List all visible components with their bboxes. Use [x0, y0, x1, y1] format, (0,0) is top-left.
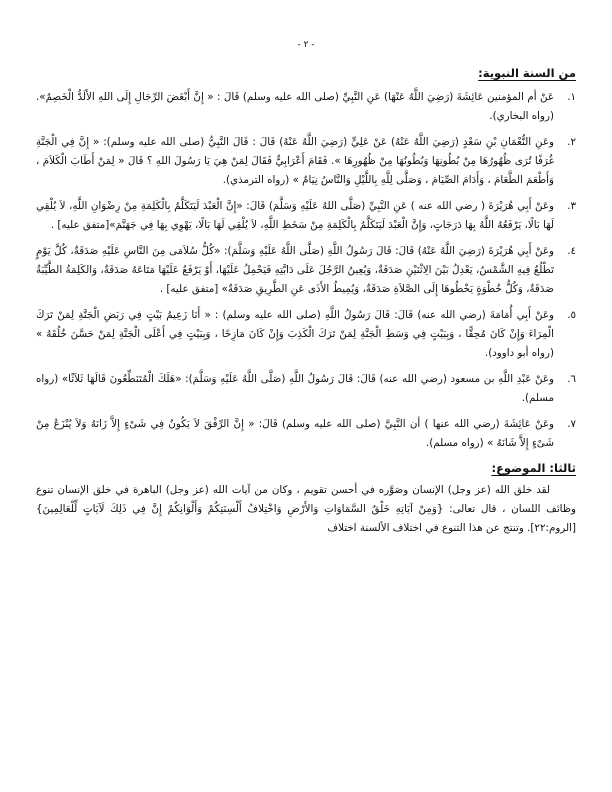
hadith-item	[36, 133, 576, 190]
hadith-number: ٧.	[567, 418, 576, 430]
hadith-number: ٥.	[567, 309, 576, 321]
hadith-text: وعَنْ أَبِي هُرَيْرَةَ ( رضي الله عنه ) عَنِ النَّبِيِّ (صَلَّى اللهُ عَلَيْهِ وَسَلَّمَ) قَالَ: «إِنَّ الْعَبْدَ لَيَتَكَلَّمُ بِالْكَلِمَةِ مِنْ رِضْوَانِ اللَّهِ، لاَ يُلْقِي لَهَا بَالًا، يَرْفَعُهُ اللَّهُ بِهَا دَرَجَاتٍ، وَإِنَّ الْعَبْدَ لَيَتَكَلَّمُ بِالْكَلِمَةِ مِنْ سَخَطِ اللَّهِ، لاَ يُلْقِي لَهَا بَالًا، يَهْوِي بِهَا فِي جَهَنَّمَ»[متفق عليه] .	[36, 200, 554, 231]
hadith-item	[36, 370, 576, 408]
hadith-text: وعَنْ أَبِي أُمَامَةَ (رضي الله عنه) قَالَ: قَالَ رَسُولُ اللَّهِ (صلى الله عليه وسلم) : « أَنَا زَعِيمُ بَيْتٍ فِي رَبَضِ الْجَنَّةِ لِمَنْ تَرَكَ الْمِرَاءَ وَإِنْ كَانَ مُحِقًّا ، وَبِبَيْتٍ فِي وَسَطِ الْجَنَّةِ لِمَنْ تَرَكَ الْكَذِبَ وَإِنْ كَانَ مَازِحًا ، وَبِبَيْتٍ فِي أَعْلَى الْجَنَّةِ لِمَنْ حَسَّنَ خُلُقَهُ » (رواه أبو داوود).	[36, 309, 554, 359]
page-content	[36, 66, 576, 538]
hadith-text: عَنْ أم المؤمنين عَائِشَةَ (رَضِيَ اللَّهُ عَنْهَا) عَنِ النَّبِيِّ (صلى الله عليه وسلم) قَالَ : « إِنَّ أَبْغَضَ الرِّجَالِ إِلَى اللهِ الأَلَدُّ الْخَصِمُ». (رواه البخاري).	[36, 91, 554, 122]
hadith-item	[36, 306, 576, 363]
hadith-list	[36, 88, 576, 453]
hadith-item	[36, 197, 576, 235]
hadith-text: وعَنِ النُّعْمَانِ بْنِ سَعْدٍ (رَضِيَ اللَّهُ عَنْهُ) عَنْ عَلِيٍّ (رَضِيَ اللَّهُ عَنْهُ) قَالَ : قَالَ النَّبِيُّ (صلى الله عليه وسلم): « إِنَّ فِي الْجَنَّةِ غُرَفًا تُرَى ظُهُورُهَا مِنْ بُطُونِهَا وَبُطُونُهَا مِنْ ظُهُورِهَا ». فَقَامَ أَعْرَابِيٌّ فَقَالَ لِمَنْ هِيَ يَا رَسُولَ اللهِ ؟ قَالَ « لِمَنْ أَطَابَ الْكَلاَمَ ، وَأَطْعَمَ الطَّعَامَ ، وَأَدَامَ الصِّيَامَ ، وَصَلَّى لِلَّهِ بِاللَّيْلِ وَالنَّاسُ نِيَامٌ » (رواه الترمذي).	[36, 136, 554, 186]
hadith-text: وعَنْ عَائِشَةَ (رضي الله عنها ) أن النَّبِيَّ (صلى الله عليه وسلم) قَالَ: « إِنَّ الرِّفْقَ لاَ يَكُونُ فِي شَىْءٍ إِلاَّ زَانَهُ وَلاَ يُنْزَعُ مِنْ شَىْءٍ إِلاَّ شَانَهُ » (رواه مسلم).	[36, 418, 554, 449]
hadith-number: ٢.	[567, 136, 576, 148]
hadith-number: ٤.	[567, 245, 576, 257]
page-number: - ٢ -	[297, 40, 315, 50]
sunnah-section-heading: من السنة النبوية:	[478, 66, 576, 80]
hadith-item	[36, 88, 576, 126]
hadith-number: ١.	[567, 91, 576, 103]
hadith-item	[36, 415, 576, 453]
topic-paragraph: لقد خلق الله (عز وجل) الإنسان وصَوَّره في أحسن تقويم ، وكان من آيات الله (عز وجل) الباهرة في خلق الإنسان تنوع وظائف اللسان ، قال تعالى: {وَمِنْ آيَاتِهِ خَلْقُ السَّمَاوَاتِ وَالأَرْضِ وَاخْتِلافُ أَلْسِنَتِكُمْ وَأَلْوَانِكُمْ إِنَّ فِي ذَلِكَ لَآيَاتٍ لِّلْعَالِمِينَ} [الروم:٢٢]. وتنتج عن هذا التنوع في اختلاف الألسنة اختلاف	[36, 484, 576, 534]
hadith-text: وعَنْ أَبِي هُرَيْرَةَ (رَضِيَ اللَّهُ عَنْهُ) قَالَ: قَالَ رَسُولُ اللَّهِ (صَلَّى اللَّهُ عَلَيْهِ وَسَلَّمَ): «كُلُّ سُلاَمَى مِنَ النَّاسِ عَلَيْهِ صَدَقَةٌ، كُلَّ يَوْمٍ تَطْلُعُ فِيهِ الشَّمْسُ، يَعْدِلُ بَيْنَ الِاثْنَيْنِ صَدَقَةٌ، وَيُعِينُ الرَّجُلَ عَلَى دَابَّتِهِ فَيَحْمِلُ عَلَيْهَا، أَوْ يَرْفَعُ عَلَيْهَا مَتَاعَهُ صَدَقَةٌ، وَالكَلِمَةُ الطَّيِّبَةُ صَدَقَةٌ، وَكُلُّ خُطْوَةٍ يَخْطُوهَا إِلَى الصَّلاَةِ صَدَقَةٌ، وَيُمِيطُ الأَذَى عَنِ الطَّرِيقِ صَدَقَةٌ» [متفق عليه] .	[36, 245, 554, 295]
hadith-item	[36, 242, 576, 299]
hadith-text: وعَنْ عَبْدِ اللَّهِ بن مسعود (رضي الله عنه) قَالَ: قَالَ رَسُولُ اللَّهِ (صَلَّى اللَّهُ عَلَيْهِ وَسَلَّمَ): «هَلَكَ الْمُتَنَطِّعُونَ قَالَهَا ثَلاَثًا» (رواه مسلم).	[36, 373, 554, 404]
hadith-number: ٣.	[567, 200, 576, 212]
topic-section-heading: ثالثا: الموضوع:	[491, 461, 576, 475]
hadith-number: ٦.	[567, 373, 576, 385]
